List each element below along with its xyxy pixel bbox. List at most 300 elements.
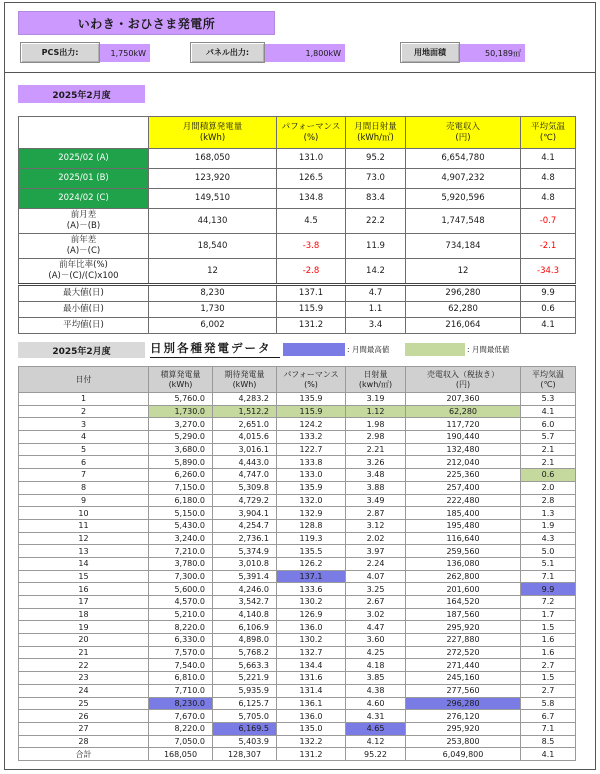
daily-expected-generation: 5,374.9 <box>213 545 277 558</box>
daily-avg-temperature: 1.7 <box>521 608 576 621</box>
daily-sales-revenue: 277,560 <box>406 684 521 697</box>
summary-header-avg-temperature <box>521 117 576 149</box>
summary-period-row-avg-temperature: 4.8 <box>521 169 576 189</box>
daily-generation: 5,150.0 <box>149 507 213 520</box>
daily-header-title: 日付 <box>75 374 92 384</box>
daily-row <box>19 507 576 520</box>
summary-corner-cell <box>19 117 149 149</box>
daily-date: 13 <box>19 545 149 558</box>
summary-diff-row-label-formula: (A)－(C) <box>66 246 101 256</box>
daily-row <box>19 722 576 735</box>
daily-header-unit: (kwh/㎡) <box>358 379 393 389</box>
summary-period-row-performance: 131.0 <box>277 149 346 169</box>
daily-avg-temperature: 6.7 <box>521 710 576 723</box>
summary-diff-row-performance: 4.5 <box>277 209 346 234</box>
summary-stat-row-avg-temperature: 0.6 <box>521 302 576 318</box>
daily-row <box>19 443 576 456</box>
daily-generation: 3,680.0 <box>149 443 213 456</box>
daily-sales-revenue: 272,520 <box>406 646 521 659</box>
daily-irradiation: 2.02 <box>346 532 406 545</box>
monthly-summary-table <box>18 116 576 334</box>
daily-avg-temperature: 5.1 <box>521 557 576 570</box>
summary-stat-row-monthly-irradiation: 3.4 <box>346 318 406 334</box>
daily-date: 3 <box>19 418 149 431</box>
daily-row <box>19 735 576 748</box>
daily-irradiation: 4.38 <box>346 684 406 697</box>
summary-header-unit: (kWh) <box>199 132 226 143</box>
daily-generation: 8,230.0 <box>149 697 213 710</box>
daily-avg-temperature: 1.3 <box>521 507 576 520</box>
summary-period-row-sales-revenue: 6,654,780 <box>406 149 521 169</box>
daily-irradiation: 3.60 <box>346 634 406 647</box>
daily-total-sales-revenue: 6,049,800 <box>406 748 521 761</box>
summary-diff-row <box>19 259 576 285</box>
summary-period-row-monthly-generation: 149,510 <box>149 189 277 209</box>
summary-stat-row-label-text: 最小値(日) <box>63 304 104 314</box>
summary-diff-row-monthly-generation: 18,540 <box>149 234 277 259</box>
daily-sales-revenue: 295,920 <box>406 722 521 735</box>
summary-stat-row-sales-revenue: 216,064 <box>406 318 521 334</box>
daily-row <box>19 532 576 545</box>
daily-body <box>19 393 576 761</box>
daily-sales-revenue: 245,160 <box>406 672 521 685</box>
daily-generation: 7,150.0 <box>149 481 213 494</box>
daily-generation: 7,570.0 <box>149 646 213 659</box>
daily-avg-temperature: 5.8 <box>521 697 576 710</box>
plant-title: いわき・おひさま発電所 <box>18 11 275 35</box>
summary-stat-row-label-text: 平均値(日) <box>63 320 104 330</box>
summary-period-row-monthly-irradiation: 73.0 <box>346 169 406 189</box>
daily-irradiation: 1.12 <box>346 405 406 418</box>
daily-avg-temperature: 7.2 <box>521 596 576 609</box>
daily-avg-temperature: 9.9 <box>521 583 576 596</box>
daily-date: 12 <box>19 532 149 545</box>
daily-expected-generation: 1,512.2 <box>213 405 277 418</box>
daily-sales-revenue: 187,560 <box>406 608 521 621</box>
summary-diff-row-label-formula: (A)－(C)/(C)x100 <box>48 271 119 281</box>
daily-performance: 135.0 <box>277 722 346 735</box>
daily-avg-temperature: 1.5 <box>521 672 576 685</box>
summary-period-row-avg-temperature: 4.1 <box>521 149 576 169</box>
daily-performance: 133.6 <box>277 583 346 596</box>
daily-total-irradiation: 95.22 <box>346 748 406 761</box>
daily-expected-generation: 4,443.0 <box>213 456 277 469</box>
daily-irradiation: 1.98 <box>346 418 406 431</box>
daily-row <box>19 431 576 444</box>
daily-date: 14 <box>19 557 149 570</box>
daily-avg-temperature: 5.7 <box>521 431 576 444</box>
daily-irradiation: 3.26 <box>346 456 406 469</box>
summary-diff-row-performance: -3.8 <box>277 234 346 259</box>
summary-stat-row <box>19 318 576 334</box>
daily-irradiation: 2.24 <box>346 557 406 570</box>
daily-sales-revenue: 117,720 <box>406 418 521 431</box>
summary-header-monthly-irradiation <box>346 117 406 149</box>
daily-generation: 7,210.0 <box>149 545 213 558</box>
daily-performance: 134.4 <box>277 659 346 672</box>
daily-header-title: 平均気温 <box>532 369 564 379</box>
daily-date: 8 <box>19 481 149 494</box>
daily-avg-temperature: 2.7 <box>521 684 576 697</box>
daily-expected-generation: 4,254.7 <box>213 519 277 532</box>
daily-header-unit: (℃) <box>540 379 556 389</box>
daily-date: 23 <box>19 672 149 685</box>
daily-generation: 7,710.0 <box>149 684 213 697</box>
summary-stat-row <box>19 285 576 302</box>
daily-irradiation: 2.21 <box>346 443 406 456</box>
daily-expected-generation: 5,935.9 <box>213 684 277 697</box>
daily-performance: 135.5 <box>277 545 346 558</box>
summary-period-row-monthly-generation: 123,920 <box>149 169 277 189</box>
summary-stat-row-monthly-irradiation: 4.7 <box>346 285 406 302</box>
summary-period-row-monthly-irradiation: 83.4 <box>346 189 406 209</box>
summary-stat-row <box>19 302 576 318</box>
daily-row <box>19 659 576 672</box>
daily-irradiation: 4.47 <box>346 621 406 634</box>
daily-irradiation: 3.12 <box>346 519 406 532</box>
daily-header-sales-revenue <box>406 367 521 393</box>
daily-expected-generation: 4,140.8 <box>213 608 277 621</box>
summary-header-title: 売電収入 <box>445 121 480 132</box>
daily-generation: 3,240.0 <box>149 532 213 545</box>
header-divider <box>4 72 596 73</box>
daily-expected-generation: 6,125.7 <box>213 697 277 710</box>
daily-row <box>19 557 576 570</box>
daily-date: 27 <box>19 722 149 735</box>
daily-row <box>19 621 576 634</box>
daily-generation: 5,290.0 <box>149 431 213 444</box>
daily-date: 26 <box>19 710 149 723</box>
daily-sales-revenue: 222,480 <box>406 494 521 507</box>
daily-row <box>19 710 576 723</box>
daily-header-unit: (kWh) <box>232 379 257 389</box>
daily-performance: 137.1 <box>277 570 346 583</box>
summary-period-row-performance: 134.8 <box>277 189 346 209</box>
daily-total-generation: 168,050 <box>149 748 213 761</box>
daily-header-unit: (%) <box>304 379 318 389</box>
legend-max-swatch <box>283 343 345 356</box>
daily-date: 22 <box>19 659 149 672</box>
daily-expected-generation: 3,542.7 <box>213 596 277 609</box>
summary-stat-row-performance: 131.2 <box>277 318 346 334</box>
daily-date: 28 <box>19 735 149 748</box>
summary-diff-row-label <box>19 259 149 285</box>
site-area-value: 50,189㎡ <box>460 44 525 62</box>
daily-expected-generation: 6,106.9 <box>213 621 277 634</box>
pcs-output-value: 1,750kW <box>100 44 150 62</box>
summary-stat-row-sales-revenue: 296,280 <box>406 285 521 302</box>
daily-date: 18 <box>19 608 149 621</box>
daily-performance: 132.7 <box>277 646 346 659</box>
daily-irradiation: 4.07 <box>346 570 406 583</box>
daily-generation: 1,730.0 <box>149 405 213 418</box>
daily-sales-revenue: 276,120 <box>406 710 521 723</box>
summary-diff-row <box>19 234 576 259</box>
daily-sales-revenue: 212,040 <box>406 456 521 469</box>
daily-generation: 5,760.0 <box>149 393 213 406</box>
daily-sales-revenue: 190,440 <box>406 431 521 444</box>
daily-performance: 133.2 <box>277 431 346 444</box>
daily-date: 5 <box>19 443 149 456</box>
daily-row <box>19 634 576 647</box>
daily-performance: 128.8 <box>277 519 346 532</box>
daily-header-avg-temperature <box>521 367 576 393</box>
summary-diff-row-monthly-generation: 44,130 <box>149 209 277 234</box>
daily-sales-revenue: 262,800 <box>406 570 521 583</box>
summary-period-row-sales-revenue: 4,907,232 <box>406 169 521 189</box>
summary-diff-row-monthly-generation: 12 <box>149 259 277 285</box>
daily-date: 24 <box>19 684 149 697</box>
summary-stat-row-label <box>19 318 149 334</box>
summary-header-monthly-generation <box>149 117 277 149</box>
daily-generation: 7,670.0 <box>149 710 213 723</box>
daily-performance: 131.6 <box>277 672 346 685</box>
daily-generation: 5,600.0 <box>149 583 213 596</box>
daily-row <box>19 545 576 558</box>
daily-total-label: 合計 <box>19 748 149 761</box>
daily-expected-generation: 6,169.5 <box>213 722 277 735</box>
daily-row <box>19 405 576 418</box>
daily-date: 1 <box>19 393 149 406</box>
daily-period-label: 2025年2月度 <box>18 342 145 358</box>
daily-avg-temperature: 7.1 <box>521 722 576 735</box>
daily-row <box>19 646 576 659</box>
daily-date: 19 <box>19 621 149 634</box>
daily-avg-temperature: 1.6 <box>521 646 576 659</box>
daily-expected-generation: 5,403.9 <box>213 735 277 748</box>
daily-date: 4 <box>19 431 149 444</box>
daily-row <box>19 684 576 697</box>
summary-stat-row-label <box>19 302 149 318</box>
daily-date: 11 <box>19 519 149 532</box>
daily-date: 10 <box>19 507 149 520</box>
daily-performance: 132.2 <box>277 735 346 748</box>
daily-sales-revenue: 207,360 <box>406 393 521 406</box>
daily-total-avg-temperature: 4.1 <box>521 748 576 761</box>
daily-performance: 131.4 <box>277 684 346 697</box>
summary-diff-row-monthly-irradiation: 11.9 <box>346 234 406 259</box>
daily-performance: 132.0 <box>277 494 346 507</box>
daily-header-expected-generation <box>213 367 277 393</box>
summary-diff-row-sales-revenue: 1,747,548 <box>406 209 521 234</box>
daily-irradiation: 4.12 <box>346 735 406 748</box>
daily-row <box>19 494 576 507</box>
daily-sales-revenue: 259,560 <box>406 545 521 558</box>
daily-row <box>19 519 576 532</box>
summary-body <box>19 149 576 334</box>
daily-avg-temperature: 1.5 <box>521 621 576 634</box>
summary-stat-row-performance: 115.9 <box>277 302 346 318</box>
daily-expected-generation: 3,016.1 <box>213 443 277 456</box>
summary-header-performance <box>277 117 346 149</box>
daily-irradiation: 2.87 <box>346 507 406 520</box>
summary-stat-row-label <box>19 285 149 302</box>
daily-row <box>19 570 576 583</box>
daily-performance: 126.9 <box>277 608 346 621</box>
daily-header-irradiation <box>346 367 406 393</box>
daily-avg-temperature: 2.8 <box>521 494 576 507</box>
summary-stat-row-label-text: 最大値(日) <box>63 288 104 298</box>
daily-sales-revenue: 201,600 <box>406 583 521 596</box>
daily-sales-revenue: 257,400 <box>406 481 521 494</box>
daily-irradiation: 3.49 <box>346 494 406 507</box>
daily-generation: 3,270.0 <box>149 418 213 431</box>
summary-header-unit: (kWh/㎡) <box>357 132 394 143</box>
summary-diff-row-label-text: 前年比率(%) <box>59 260 108 270</box>
daily-sales-revenue: 164,520 <box>406 596 521 609</box>
daily-date: 9 <box>19 494 149 507</box>
daily-avg-temperature: 7.1 <box>521 570 576 583</box>
summary-period-row-monthly-generation: 168,050 <box>149 149 277 169</box>
daily-expected-generation: 4,283.2 <box>213 393 277 406</box>
daily-avg-temperature: 4.1 <box>521 405 576 418</box>
summary-period-row-label-text: 2025/01 (B) <box>58 173 109 183</box>
daily-date: 17 <box>19 596 149 609</box>
daily-sales-revenue: 136,080 <box>406 557 521 570</box>
daily-irradiation: 3.19 <box>346 393 406 406</box>
daily-sales-revenue: 132,480 <box>406 443 521 456</box>
summary-header-title: 月間積算発電量 <box>182 121 243 132</box>
daily-sales-revenue: 253,800 <box>406 735 521 748</box>
daily-sales-revenue: 227,880 <box>406 634 521 647</box>
summary-header-sales-revenue <box>406 117 521 149</box>
summary-diff-row-avg-temperature: -2.1 <box>521 234 576 259</box>
site-area-label: 用地面積 <box>400 42 460 63</box>
daily-generation: 3,780.0 <box>149 557 213 570</box>
daily-expected-generation: 5,663.3 <box>213 659 277 672</box>
daily-expected-generation: 4,015.6 <box>213 431 277 444</box>
daily-generation: 6,260.0 <box>149 469 213 482</box>
daily-row <box>19 697 576 710</box>
summary-period-row-performance: 126.5 <box>277 169 346 189</box>
daily-sales-revenue: 296,280 <box>406 697 521 710</box>
daily-date: 25 <box>19 697 149 710</box>
summary-period-row-label-text: 2025/02 (A) <box>58 153 109 163</box>
daily-generation: 7,300.0 <box>149 570 213 583</box>
daily-avg-temperature: 5.3 <box>521 393 576 406</box>
daily-irradiation: 3.02 <box>346 608 406 621</box>
daily-date: 6 <box>19 456 149 469</box>
daily-row <box>19 418 576 431</box>
summary-period-row <box>19 149 576 169</box>
daily-performance: 119.3 <box>277 532 346 545</box>
daily-sales-revenue: 225,360 <box>406 469 521 482</box>
daily-irradiation: 3.97 <box>346 545 406 558</box>
daily-row <box>19 608 576 621</box>
summary-diff-row-monthly-irradiation: 14.2 <box>346 259 406 285</box>
summary-stat-row-monthly-generation: 6,002 <box>149 318 277 334</box>
legend-max-label: : 月間最高値 <box>347 345 390 354</box>
summary-stat-row-monthly-irradiation: 1.1 <box>346 302 406 318</box>
daily-irradiation: 4.25 <box>346 646 406 659</box>
daily-date: 21 <box>19 646 149 659</box>
daily-performance: 136.1 <box>277 697 346 710</box>
summary-period-row <box>19 189 576 209</box>
summary-diff-row-sales-revenue: 734,184 <box>406 234 521 259</box>
daily-avg-temperature: 0.6 <box>521 469 576 482</box>
daily-row <box>19 481 576 494</box>
daily-avg-temperature: 2.1 <box>521 456 576 469</box>
daily-row <box>19 393 576 406</box>
daily-sales-revenue: 195,480 <box>406 519 521 532</box>
daily-irradiation: 2.67 <box>346 596 406 609</box>
daily-avg-temperature: 6.0 <box>521 418 576 431</box>
summary-diff-row-label <box>19 234 149 259</box>
daily-row <box>19 596 576 609</box>
daily-expected-generation: 3,904.1 <box>213 507 277 520</box>
daily-row <box>19 672 576 685</box>
summary-period-row-avg-temperature: 4.8 <box>521 189 576 209</box>
daily-generation: 6,810.0 <box>149 672 213 685</box>
summary-diff-row-monthly-irradiation: 22.2 <box>346 209 406 234</box>
summary-stat-row-monthly-generation: 8,230 <box>149 285 277 302</box>
daily-generation: 7,540.0 <box>149 659 213 672</box>
summary-period-row-label <box>19 149 149 169</box>
summary-header-title: 月間日射量 <box>354 121 397 132</box>
daily-expected-generation: 3,010.8 <box>213 557 277 570</box>
daily-performance: 122.7 <box>277 443 346 456</box>
daily-expected-generation: 2,651.0 <box>213 418 277 431</box>
daily-avg-temperature: 1.6 <box>521 634 576 647</box>
daily-expected-generation: 4,898.0 <box>213 634 277 647</box>
summary-period-row-sales-revenue: 5,920,596 <box>406 189 521 209</box>
daily-header-unit: (kWh) <box>168 379 193 389</box>
daily-header-title: パフォーマンス <box>283 369 339 379</box>
daily-generation: 5,890.0 <box>149 456 213 469</box>
daily-generation: 7,050.0 <box>149 735 213 748</box>
daily-performance: 126.2 <box>277 557 346 570</box>
daily-irradiation: 4.60 <box>346 697 406 710</box>
summary-header-unit: (%) <box>303 132 319 143</box>
summary-diff-row-sales-revenue: 12 <box>406 259 521 285</box>
daily-irradiation: 2.98 <box>346 431 406 444</box>
daily-performance: 133.0 <box>277 469 346 482</box>
daily-row <box>19 456 576 469</box>
summary-diff-row-avg-temperature: -34.3 <box>521 259 576 285</box>
daily-sales-revenue: 271,440 <box>406 659 521 672</box>
daily-sales-revenue: 116,640 <box>406 532 521 545</box>
summary-diff-row <box>19 209 576 234</box>
summary-stat-row-performance: 137.1 <box>277 285 346 302</box>
daily-header-title: 積算発電量 <box>160 369 201 379</box>
daily-performance: 135.9 <box>277 393 346 406</box>
daily-data-title: 日別各種発電データ <box>150 341 280 358</box>
summary-header-row <box>19 117 576 149</box>
summary-header-unit: (℃) <box>539 132 557 143</box>
daily-expected-generation: 4,747.0 <box>213 469 277 482</box>
daily-date: 7 <box>19 469 149 482</box>
daily-performance: 135.9 <box>277 481 346 494</box>
daily-generation: 5,430.0 <box>149 519 213 532</box>
daily-row <box>19 469 576 482</box>
daily-expected-generation: 4,246.0 <box>213 583 277 596</box>
daily-performance: 130.2 <box>277 596 346 609</box>
legend-min-label: : 月間最低値 <box>467 345 510 354</box>
daily-irradiation: 4.65 <box>346 722 406 735</box>
daily-sales-revenue: 185,400 <box>406 507 521 520</box>
daily-irradiation: 3.85 <box>346 672 406 685</box>
summary-diff-row-label-text: 前年差 <box>70 235 97 245</box>
daily-irradiation: 4.31 <box>346 710 406 723</box>
daily-expected-generation: 2,736.1 <box>213 532 277 545</box>
daily-expected-generation: 5,705.0 <box>213 710 277 723</box>
daily-avg-temperature: 2.7 <box>521 659 576 672</box>
daily-expected-generation: 5,309.8 <box>213 481 277 494</box>
daily-date: 15 <box>19 570 149 583</box>
daily-sales-revenue: 295,920 <box>406 621 521 634</box>
daily-header-generation <box>149 367 213 393</box>
daily-expected-generation: 4,729.2 <box>213 494 277 507</box>
